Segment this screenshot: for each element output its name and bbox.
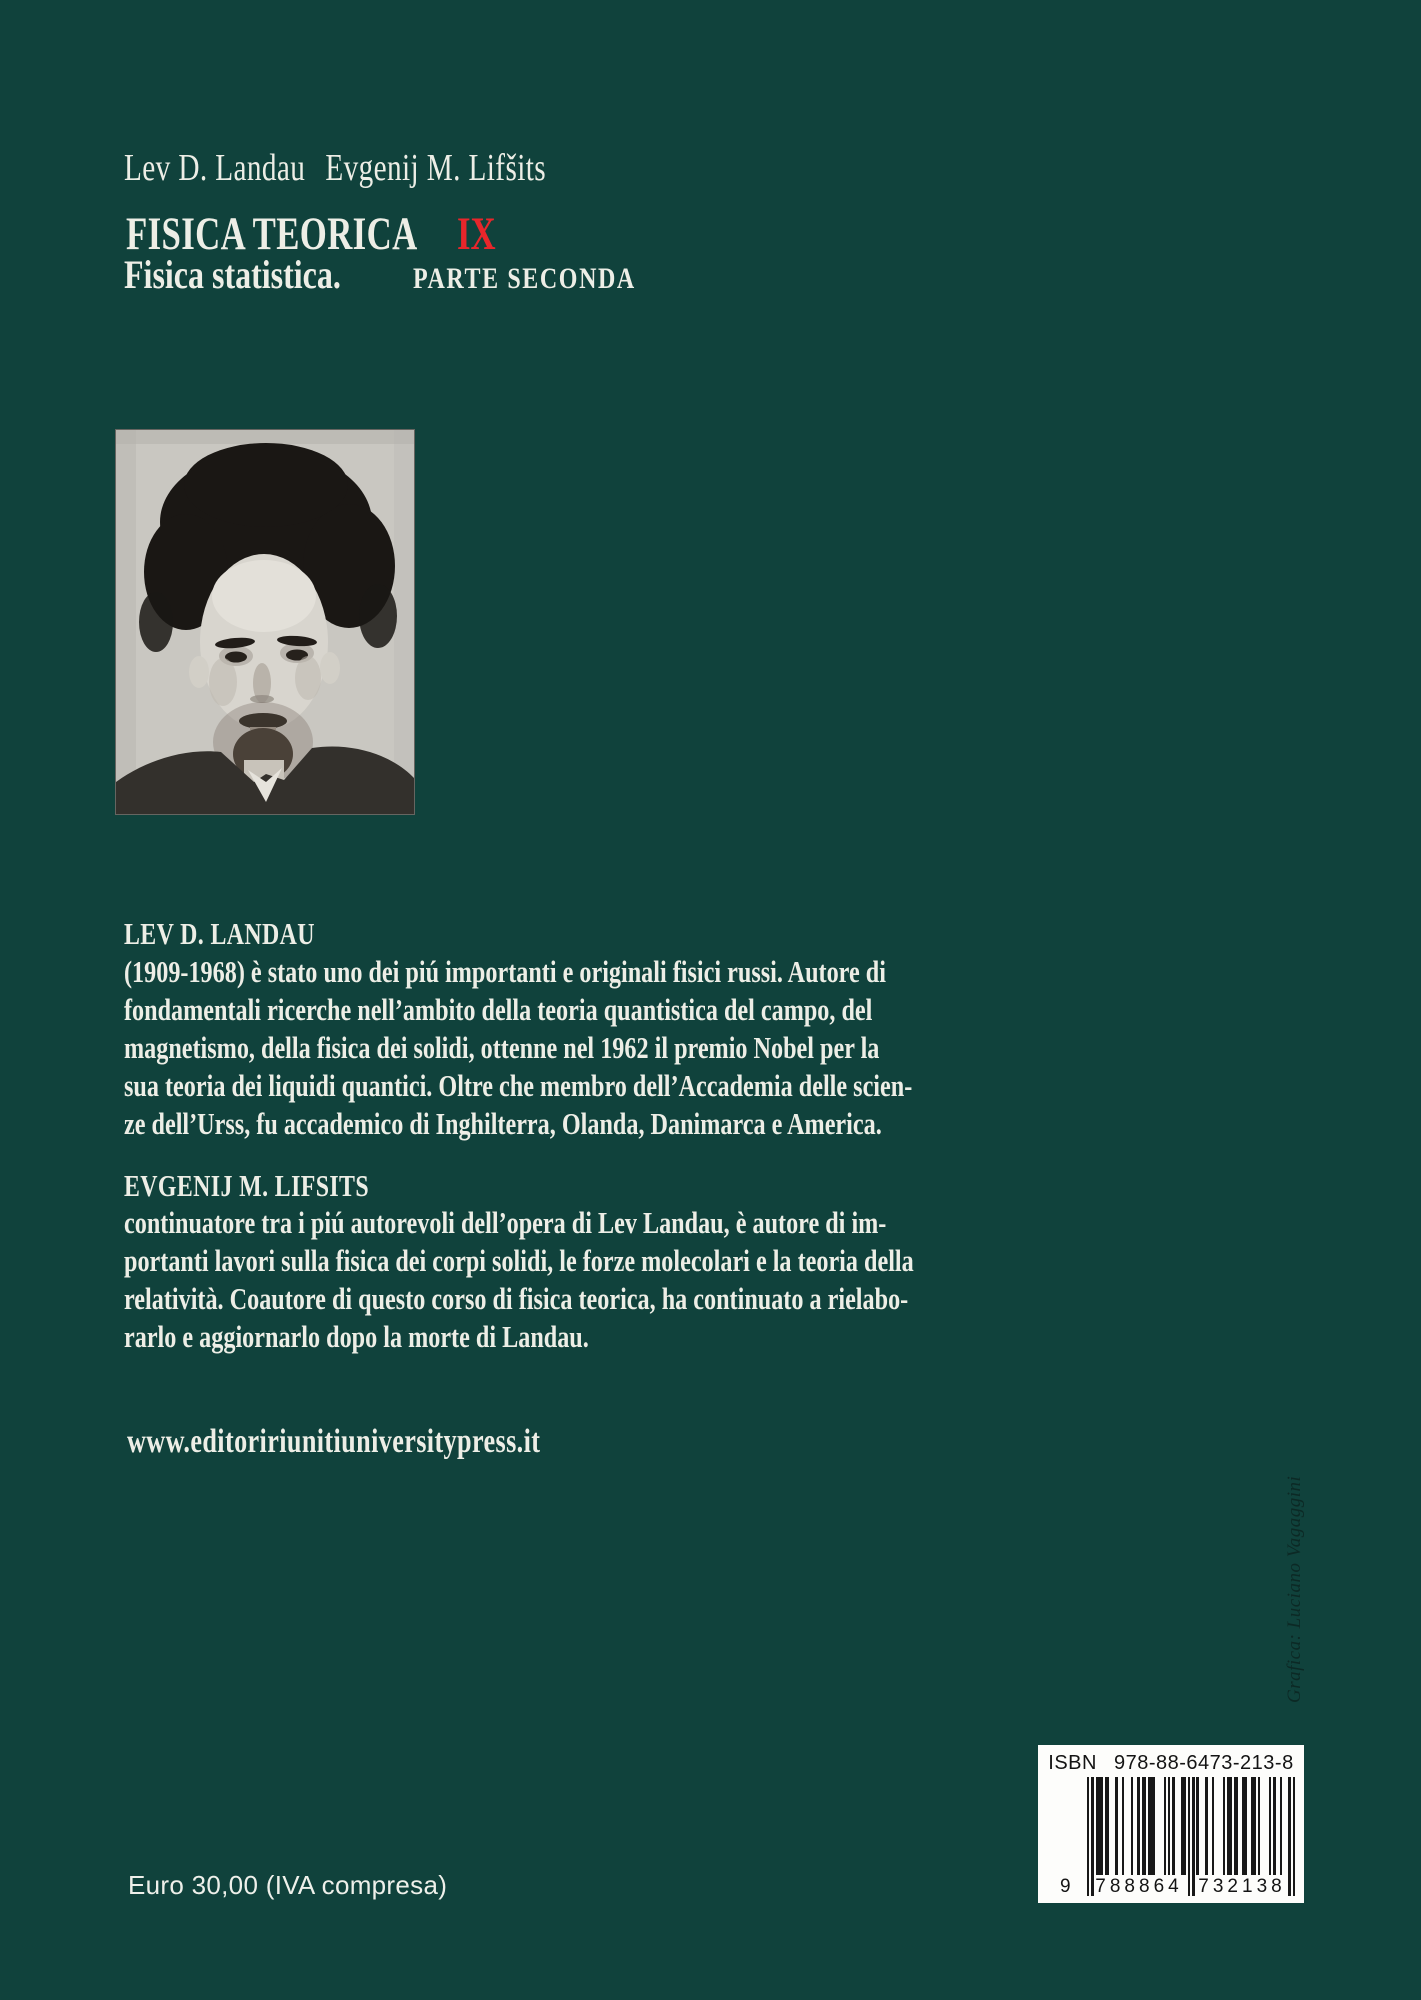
- barcode-bar: [1107, 1777, 1109, 1875]
- barcode-bar: [1100, 1777, 1102, 1875]
- barcode-bar: [1115, 1777, 1117, 1875]
- bio-line: relatività. Coautore di questo corso di fisica teorica, ha continuato a rielabo-: [124, 1281, 909, 1316]
- barcode-bar: [1137, 1777, 1139, 1875]
- barcode-bar: [1229, 1777, 1231, 1875]
- publisher-website: www.editoririunitiuniversitypress.it: [127, 1423, 541, 1460]
- series-title: FISICA TEORICA: [126, 208, 418, 260]
- barcode-bar: [1288, 1777, 1290, 1896]
- landau-bio-paragraph: [124, 953, 1135, 1143]
- barcode-bar: [1196, 1777, 1198, 1875]
- barcode-bar: [1131, 1777, 1133, 1875]
- subtitle-main: Fisica statistica.: [124, 252, 341, 297]
- barcode-bar: [1168, 1777, 1170, 1875]
- isbn-number: 978-88-6473-213-8: [1113, 1752, 1294, 1774]
- barcode: [1060, 1777, 1295, 1898]
- barcode-bar: [1293, 1777, 1295, 1896]
- bio-line: magnetismo, della fisica dei solidi, ottenne nel 1962 il premio Nobel per la: [124, 1030, 880, 1065]
- landau-bio-heading: LEV D. LANDAU: [124, 916, 315, 951]
- barcode-bar: [1253, 1777, 1255, 1875]
- bio-line: ze dell’Urss, fu accademico di Inghilterra, Olanda, Danimarca e America.: [124, 1106, 882, 1141]
- barcode-bar: [1091, 1777, 1093, 1896]
- barcode-bar: [1087, 1777, 1089, 1896]
- bio-line: sua teoria dei liquidi quantici. Oltre che membro dell’Accademia delle scien-: [124, 1068, 913, 1103]
- barcode-bar: [1188, 1777, 1190, 1896]
- barcode-bar: [1205, 1777, 1207, 1875]
- barcode-bar: [1122, 1777, 1124, 1875]
- isbn-line: [1038, 1752, 1304, 1775]
- bio-line: fondamentali ricerche nell’ambito della teoria quantistica del campo, del: [124, 992, 873, 1027]
- barcode-bar: [1153, 1777, 1155, 1875]
- book-back-cover: Lev D. Landau Evgenij M. Lifšits FISICA TEORICA IX Fisica statistica. PARTE SECONDA LEV D. LANDAU (1909-1968) è stato uno dei piú importanti e originali fisici russi. Autore di fondamentali ricerche nell’ambito della teoria quantistica del campo, del magnetismo, della fisica dei solidi, ottenne nel 1962 il premio Nobel per la sua teoria dei liquidi quantici. Oltre che membro dell’Accademia delle scien- ze dell’Urss, fu accademico di Inghilterra, Olanda, Danimarca e America. EVGENIJ M. LIFSITS continuatore tra i piú autorevoli dell’opera di Lev Landau, è autore di im- portanti lavori sulla fisica dei corpi solidi, le forze molecolari e la teoria della relatività. Coautore di questo corso di fisica teorica, ha continuato a rielabo- rarlo e aggiornarlo dopo la morte di Landau. www.editoririunitiuniversitypress.it Grafica: Luciano Vagaggini ISBN 978-88-6473-213-8 9 788864 732138 Euro 30,00 (IVA compresa): [0, 0, 1421, 2000]
- isbn-box: [1038, 1745, 1304, 1903]
- barcode-bar: [1144, 1777, 1146, 1875]
- barcode-bar: [1245, 1777, 1247, 1875]
- bio-line: continuatore tra i piú autorevoli dell’opera di Lev Landau, è autore di im-: [124, 1205, 887, 1240]
- lifsits-bio-paragraph: [124, 1204, 1136, 1356]
- barcode-bar: [1236, 1777, 1238, 1875]
- barcode-bar: [1172, 1777, 1174, 1875]
- authors-byline: [124, 146, 672, 190]
- bio-line: portanti lavori sulla fisica dei corpi solidi, le forze molecolari e la teoria della: [124, 1243, 914, 1278]
- bio-line: rarlo e aggiornarlo dopo la morte di Landau.: [124, 1319, 589, 1354]
- barcode-bar: [1258, 1777, 1260, 1875]
- barcode-bar: [1212, 1777, 1214, 1875]
- barcode-lead-digit: 9: [1060, 1876, 1071, 1897]
- barcode-right-digits: 732138: [1198, 1876, 1286, 1897]
- portrait-photo-drawing: [116, 430, 414, 814]
- barcode-bar: [1280, 1777, 1282, 1875]
- lifsits-bio-heading: EVGENIJ M. LIFSITS: [124, 1168, 370, 1203]
- barcode-bar: [1183, 1777, 1185, 1875]
- portrait-photo: [115, 429, 415, 815]
- barcode-bar: [1269, 1777, 1271, 1875]
- subtitle-part: PARTE SECONDA: [413, 262, 636, 295]
- barcode-left-digits: 788864: [1095, 1876, 1183, 1897]
- isbn-label: ISBN: [1048, 1752, 1097, 1774]
- author-landau: Lev D. Landau: [124, 147, 306, 189]
- barcode-bar: [1223, 1777, 1225, 1875]
- bio-line: (1909-1968) è stato uno dei piú importanti e originali fisici russi. Autore di: [124, 954, 886, 989]
- price: Euro 30,00 (IVA compresa): [128, 1870, 448, 1900]
- barcode-bar: [1164, 1777, 1166, 1875]
- subtitle: [124, 251, 692, 298]
- volume-number: IX: [457, 208, 496, 260]
- barcode-bar: [1273, 1777, 1275, 1875]
- author-lifsits: Evgenij M. Lifšits: [325, 147, 547, 189]
- barcode-bar: [1192, 1777, 1194, 1896]
